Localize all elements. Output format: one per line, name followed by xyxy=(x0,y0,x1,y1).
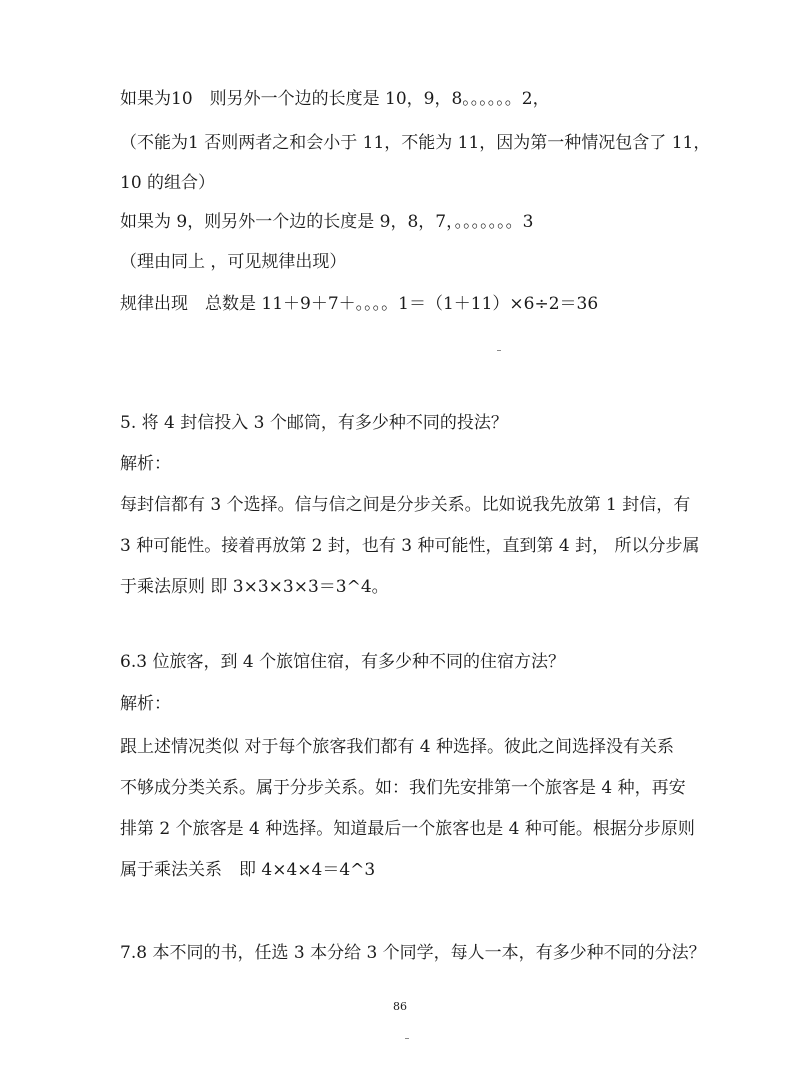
text-line-17: 属于乘法关系 即 4×4×4＝4^3 xyxy=(120,860,376,880)
text-line-6: 规律出现 总数是 11＋9＋7＋。。。。1＝（1＋11）×6÷2＝36 xyxy=(120,294,599,314)
text-line-9: 每封信都有 3 个选择。信与信之间是分步关系。比如说我先放第 1 封信，有 xyxy=(120,495,691,515)
text-line-3: 10 的组合） xyxy=(120,173,216,193)
text-line-5: （理由同上 ，可见规律出现） xyxy=(120,252,347,272)
text-line-1: 如果为10 则另外一个边的长度是 10，9，8。。。。。。2， xyxy=(120,89,550,109)
text-line-11: 于乘法原则 即 3×3×3×3＝3^4。 xyxy=(120,577,389,597)
text-line-16: 排第 2 个旅客是 4 种选择。知道最后一个旅客也是 4 种可能。根据分步原则 xyxy=(120,819,695,839)
analysis-label-6: 解析： xyxy=(120,694,171,714)
question-5: 5. 将 4 封信投入 3 个邮筒，有多少种不同的投法？ xyxy=(120,413,508,433)
text-line-15: 不够成分类关系。属于分步关系。如：我们先安排第一个旅客是 4 种，再安 xyxy=(120,778,686,798)
text-line-4: 如果为 9，则另外一个边的长度是 9，8，7，。。。。。。。3 xyxy=(120,212,534,232)
analysis-label-5: 解析： xyxy=(120,454,171,474)
scan-speck xyxy=(405,1038,409,1039)
question-6: 6.3 位旅客，到 4 个旅馆住宿，有多少种不同的住宿方法？ xyxy=(120,652,566,672)
text-line-10: 3 种可能性。接着再放第 2 封，也有 3 种可能性，直到第 4 封， 所以分步属 xyxy=(120,536,700,556)
text-line-14: 跟上述情况类似 对于每个旅客我们都有 4 种选择。彼此之间选择没有关系 xyxy=(120,737,675,757)
text-line-2: （不能为1 否则两者之和会小于 11，不能为 11，因为第一种情况包含了 11， xyxy=(120,133,711,153)
question-7: 7.8 本不同的书，任选 3 本分给 3 个同学，每人一本，有多少种不同的分法？ xyxy=(120,943,706,963)
page-number: 86 xyxy=(393,1000,407,1013)
scan-speck xyxy=(497,350,501,351)
